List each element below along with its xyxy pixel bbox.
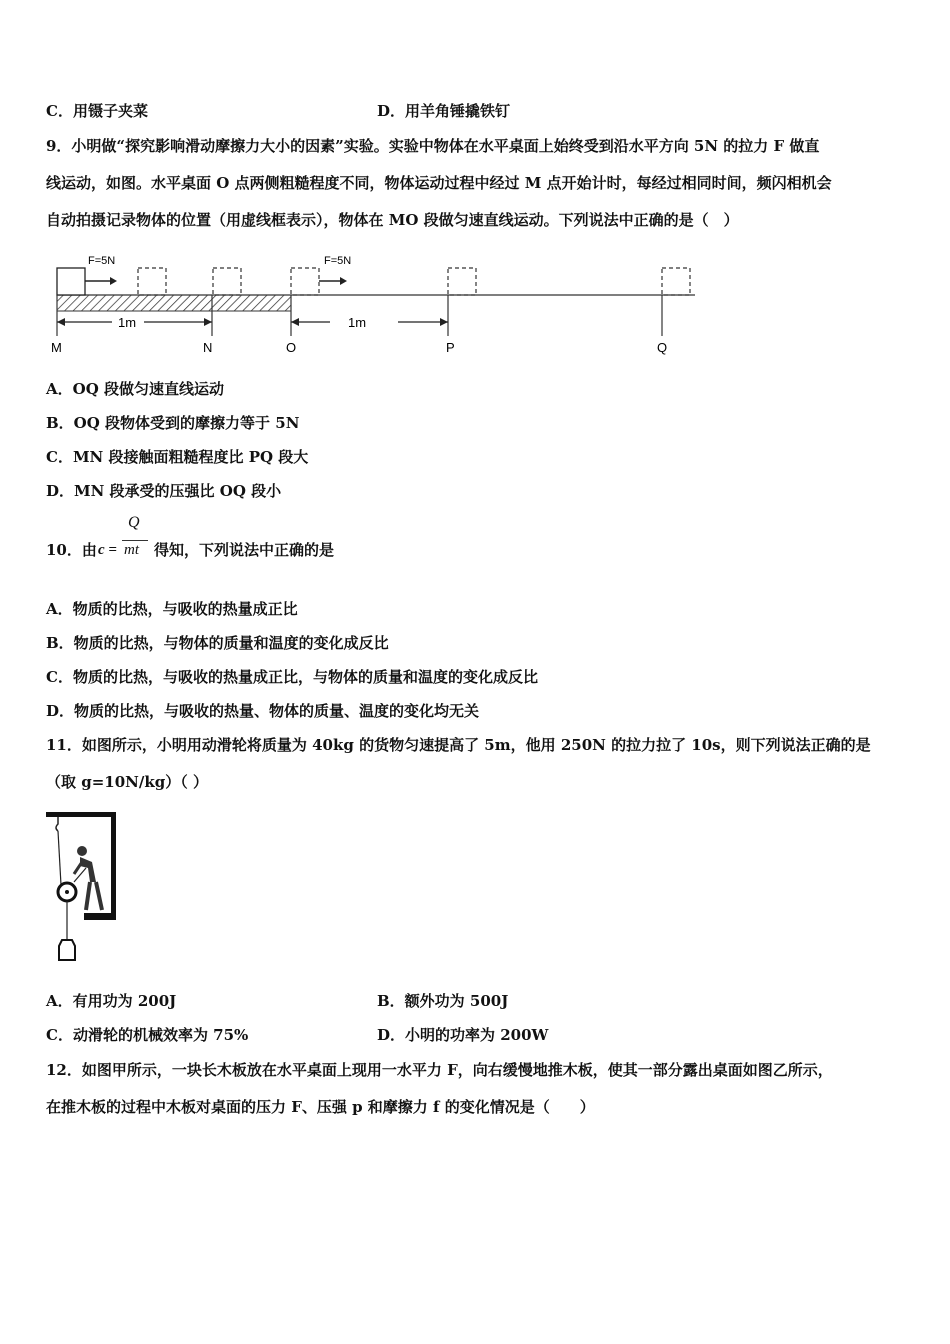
q11-line1: 11．如图所示，小明用动滑轮将质量为 40kg 的货物匀速提高了 5m，他用 250N 的拉力拉了 10s，则下列说法正确的是	[46, 736, 871, 754]
dist-label-1: 1m	[118, 315, 137, 330]
q9-option-d: D．MN 段承受的压强比 OQ 段小	[46, 482, 282, 500]
option-c-top: C．用镊子夹菜	[46, 102, 148, 120]
q9-line1: 9．小明做“探究影响滑动摩擦力大小的因素”实验。实验中物体在水平桌面上始终受到沿水平方向 5N 的拉力 F 做直	[46, 137, 820, 155]
force-label-1: F=5N	[88, 255, 116, 267]
point-q: Q	[657, 340, 668, 355]
q9-option-b: B．OQ 段物体受到的摩擦力等于 5N	[46, 414, 300, 432]
rough-surface	[57, 295, 291, 311]
q9-option-a: A．OQ 段做匀速直线运动	[46, 380, 224, 398]
point-o: O	[286, 340, 297, 355]
dist-label-2: 1m	[348, 315, 367, 330]
q10-prefix: 10．由	[46, 541, 97, 559]
q9-line3: 自动拍摄记录物体的位置（用虚线框表示），物体在 MO 段做匀速直线运动。下列说法中正确的是（ ）	[46, 211, 739, 229]
point-m: M	[51, 340, 62, 355]
q11-option-b: B．额外功为 500J	[377, 992, 509, 1010]
q10-fraction-bar	[122, 540, 148, 541]
q12-line2: 在推木板的过程中木板对桌面的压力 F、压强 p 和摩擦力 f 的变化情况是（ ）	[46, 1098, 595, 1116]
block-dashed-5	[662, 268, 690, 295]
option-d-top: D．用羊角锤撬铁钉	[377, 102, 511, 120]
q11-option-c: C．动滑轮的机械效率为 75%	[46, 1026, 249, 1044]
block-dashed-4	[448, 268, 476, 295]
q10-option-d: D．物质的比热，与吸收的热量、物体的质量、温度的变化均无关	[46, 702, 480, 720]
q9-option-c: C．MN 段接触面粗糙程度比 PQ 段大	[46, 448, 309, 466]
q10-option-b: B．物质的比热，与物体的质量和温度的变化成反比	[46, 634, 389, 652]
person-head	[77, 846, 87, 856]
q10-denominator: mt	[124, 542, 139, 558]
q12-line1: 12．如图甲所示，一块长木板放在水平桌面上现用一水平力 F，向右缓慢地推木板，使其一部分露出桌面如图乙所示，	[46, 1061, 833, 1079]
q10-numerator: Q	[128, 514, 140, 531]
block-dashed-3	[291, 268, 319, 295]
q11-pulley-figure	[44, 810, 122, 970]
q10-c-eq: c =	[98, 542, 117, 558]
q11-option-d: D．小明的功率为 200W	[377, 1026, 549, 1044]
block-solid	[57, 268, 85, 295]
q10-suffix: 得知，下列说法中正确的是	[154, 541, 335, 559]
point-n: N	[203, 340, 213, 355]
block-dashed-1	[138, 268, 166, 295]
point-p: P	[446, 340, 455, 355]
q11-option-a: A．有用功为 200J	[46, 992, 177, 1010]
block-dashed-2	[213, 268, 241, 295]
q10-option-a: A．物质的比热，与吸收的热量成正比	[46, 600, 298, 618]
q9-line2: 线运动，如图。水平桌面 O 点两侧粗糙程度不同，物体运动过程中经过 M 点开始计时，每经过相同时间，频闪相机会	[46, 174, 832, 192]
q9-figure	[40, 250, 720, 360]
force-label-2: F=5N	[324, 255, 352, 267]
q10-option-c: C．物质的比热，与吸收的热量成正比，与物体的质量和温度的变化成反比	[46, 668, 538, 686]
load-weight	[59, 940, 75, 960]
q11-line2: （取 g=10N/kg）（ ）	[46, 773, 208, 791]
